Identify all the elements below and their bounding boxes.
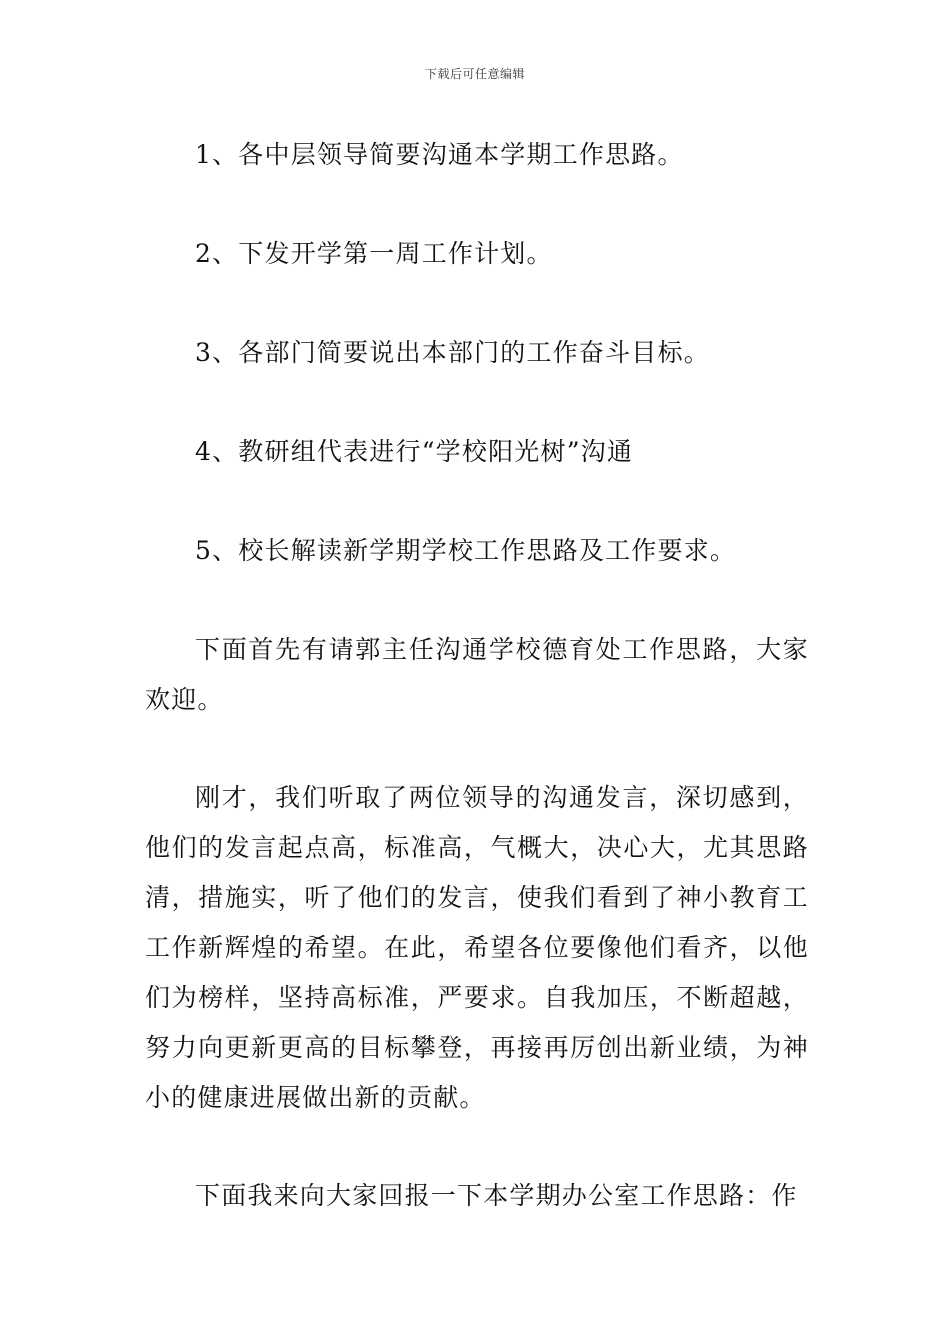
agenda-item-1: 1、各中层领导简要沟通本学期工作思路。	[195, 140, 684, 169]
intro-paragraph: 下面首先有请郭主任沟通学校德育处工作思路，大家欢迎。	[145, 635, 809, 714]
agenda-item-3: 3、各部门简要说出本部门的工作奋斗目标。	[195, 338, 710, 367]
agenda-item-2: 2、下发开学第一周工作计划。	[195, 239, 553, 268]
summary-paragraph: 刚才，我们听取了两位领导的沟通发言，深切感到，他们的发言起点高，标准高，气概大，决心大，尤其思路清，措施实，听了他们的发言，使我们看到了神小教育工工作新辉煌的希望。在此，希望各位要像他们看齐，以他们为榜样，坚持高标准，严要求。自我加压，不断超越，努力向更新更高的目标攀登，再接再厉创出新业绩，为神小的健康进展做出新的贡献。	[145, 783, 809, 1112]
report-paragraph: 下面我来向大家回报一下本学期办公室工作思路：作	[195, 1181, 798, 1210]
page-header-note: 下载后可任意编辑	[424, 67, 525, 81]
document-body	[145, 130, 809, 1221]
agenda-item-4: 4、教研组代表进行“学校阳光树”沟通	[195, 437, 634, 466]
agenda-item-5: 5、校长解读新学期学校工作思路及工作要求。	[195, 536, 737, 565]
